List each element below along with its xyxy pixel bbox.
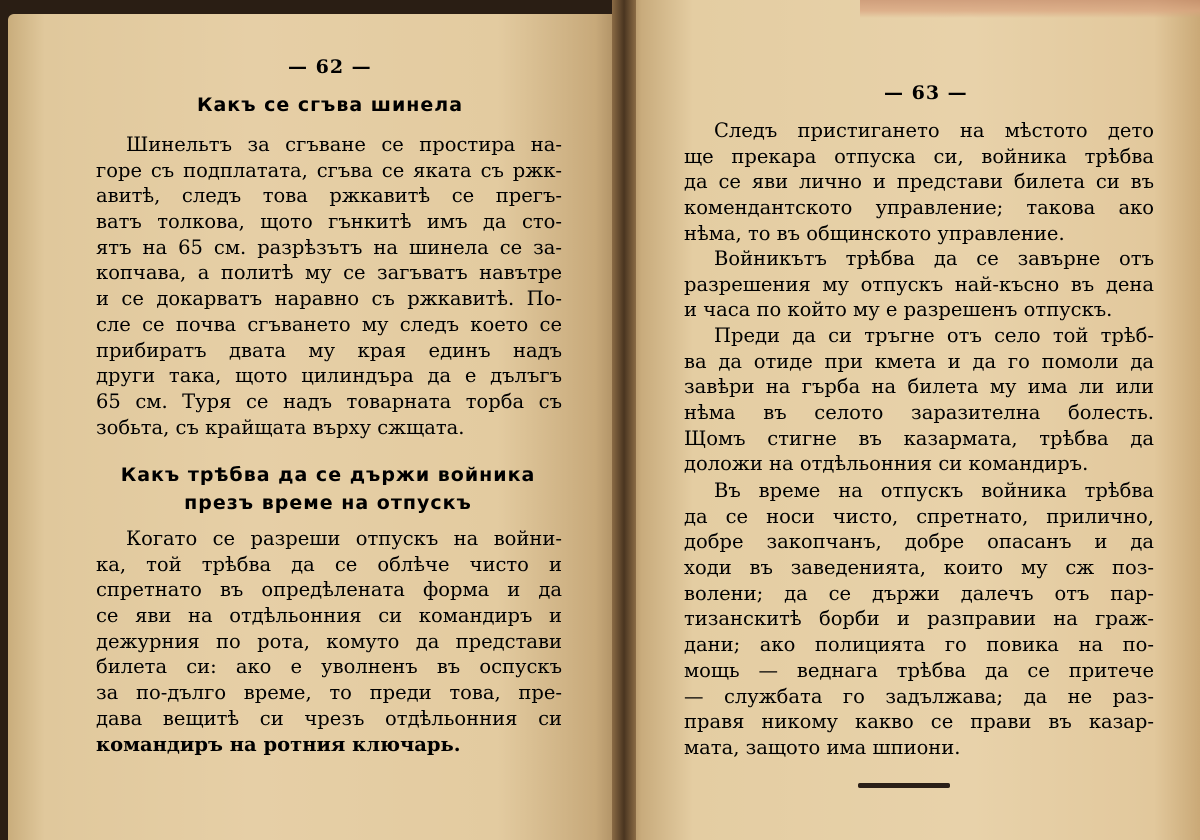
- text-line: ка, той трѣбва да се облѣче чисто и: [96, 552, 562, 576]
- text-line: ятъ на 65 см. разрѣзътъ на шинела се за-: [96, 235, 562, 259]
- text-line: правя никому какво се прави въ казар-: [684, 710, 1154, 734]
- text-line: тизанскитѣ борби и разправии на граж-: [684, 607, 1154, 631]
- text-line: Шинельтъ за сгъване се простира на-: [126, 133, 562, 156]
- text-line: доложи на отдѣльонния си командиръ.: [684, 452, 1089, 476]
- text-line: Въ време на отпускъ войника трѣбва: [714, 479, 1154, 502]
- text-line: добре закопчанъ, добре опасанъ и да: [684, 530, 1154, 554]
- text-line: Войникътъ трѣбва да се завърне отъ: [714, 247, 1154, 270]
- text-line: дежурния по рота, комуто да представи: [96, 629, 562, 653]
- text-line: копчава, а политѣ му се загъватъ навътре: [96, 261, 562, 285]
- right-paragraph-1: [684, 118, 1154, 246]
- text-line: горе съ подплатата, сгъва се яката съ ржк-: [96, 158, 562, 182]
- left-paragraph-1: [96, 132, 562, 440]
- end-rule: [858, 783, 950, 788]
- text-line: спретнато въ опредѣлената форма и да: [96, 578, 562, 602]
- left-heading-otpusk-line2: презъ време на отпускъ: [184, 492, 472, 514]
- text-line: нѣма, то въ общинското управление.: [684, 221, 1065, 245]
- text-line: разрешения му отпускъ най-късно въ дена: [684, 272, 1154, 296]
- text-line: дава вещитѣ си чрезъ отдѣльонния си: [96, 706, 562, 730]
- right-paragraph-3: [684, 323, 1154, 477]
- left-heading-shinel: Какъ се сгъва шинела: [196, 94, 464, 116]
- text-line: да се носи чисто, спретнато, прилично,: [684, 504, 1154, 528]
- text-line: да се яви лично и представи билета си въ: [684, 170, 1154, 194]
- text-line: и се докарватъ наравно съ ржкавитѣ. По-: [96, 287, 562, 311]
- text-line: сле се почва сгъването му следъ което се: [96, 312, 562, 336]
- text-line: завѣри на гърба на билета му има ли или: [684, 375, 1154, 399]
- book-gutter: [612, 0, 636, 840]
- text-line: мата, защото има шпиони.: [684, 735, 961, 759]
- text-line: прибиратъ двата му края единъ надъ: [96, 338, 562, 362]
- text-line: за по-дълго време, то преди това, пре-: [96, 681, 562, 705]
- text-line: — службата го задължава; да не раз-: [684, 684, 1154, 708]
- left-heading-otpusk-line1: Какъ трѣбва да се държи войника: [120, 464, 536, 486]
- text-line: зобьта, съ крайщата върху сжщата.: [96, 415, 465, 439]
- text-line: ходи въ заведенията, които му сж поз-: [684, 556, 1154, 580]
- text-line: Следъ пристигането на мѣстото дето: [714, 119, 1154, 142]
- left-page-number: — 62 —: [288, 56, 372, 78]
- text-line: се яви на отдѣльонния си командиръ и: [96, 604, 562, 628]
- text-line: билета си: ако е уволненъ въ оспускъ: [96, 655, 562, 679]
- text-line: дани; ако полицията го повика на по-: [684, 633, 1154, 657]
- right-paragraph-2: [684, 246, 1154, 323]
- text-line: ва да отиде при кмета и да го помоли да: [684, 349, 1154, 373]
- text-line: Щомъ стигне въ казармата, трѣбва да: [684, 426, 1154, 450]
- right-paragraph-4: [684, 478, 1154, 761]
- text-line: комендантското управление; такова ако: [684, 196, 1154, 220]
- text-line: волени; да се държи далечъ отъ пар-: [684, 581, 1154, 605]
- text-line: нѣма въ селото заразителна болесть.: [684, 401, 1154, 425]
- text-line: авитѣ, следъ това ржкавитѣ се прегъ-: [96, 184, 562, 208]
- text-line: ватъ толкова, щото гънкитѣ имъ да сто-: [96, 210, 562, 234]
- text-line: командиръ на ротния ключарь.: [96, 732, 461, 756]
- text-line: 65 см. Туря се надъ товарната торба съ: [96, 389, 562, 413]
- text-line: Преди да си тръгне отъ село той трѣб-: [714, 324, 1154, 347]
- right-page-number: — 63 —: [884, 82, 968, 104]
- text-line: Когато се разреши отпускъ на войни-: [126, 527, 562, 550]
- text-line: и часа по който му е разрешенъ отпускъ.: [684, 298, 1113, 322]
- text-line: други така, щото цилиндъра да е дълъгъ: [96, 364, 562, 388]
- text-line: ще прекара отпуска си, войника трѣбва: [684, 144, 1154, 168]
- page-edge-stain: [860, 0, 1200, 18]
- left-paragraph-2: [96, 526, 562, 757]
- text-line: мощь — веднага трѣбва да се притече: [684, 658, 1154, 682]
